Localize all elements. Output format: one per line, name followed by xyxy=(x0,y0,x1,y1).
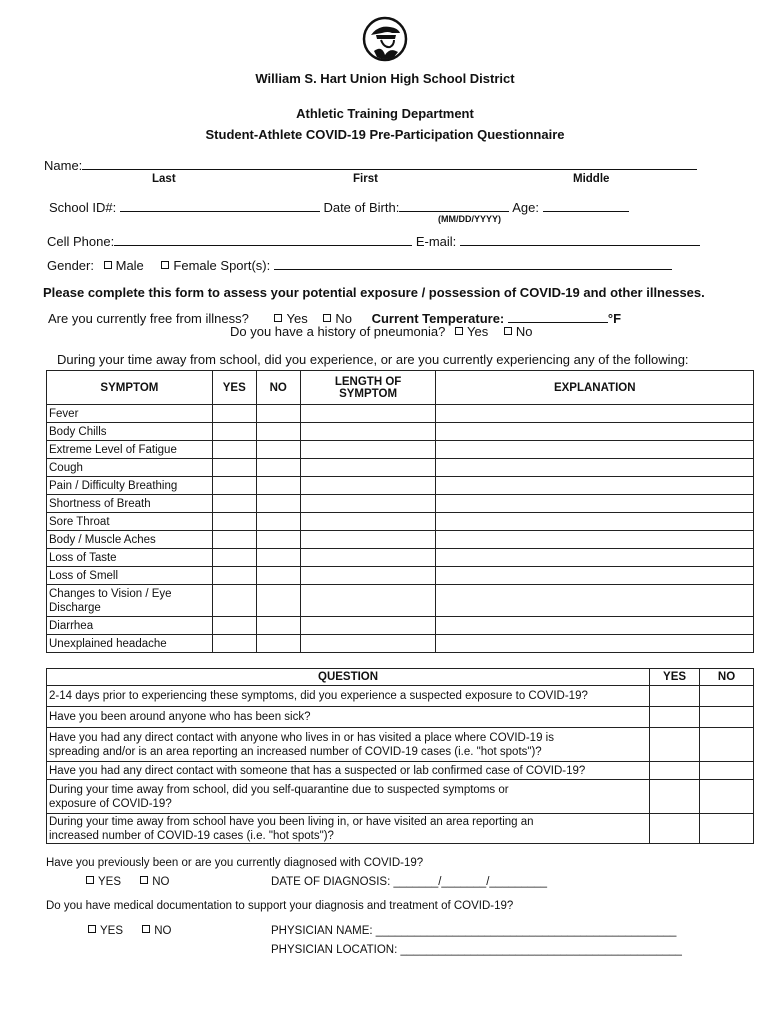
female-label: Female xyxy=(173,258,217,273)
diagnosis-question: Have you previously been or are you currently diagnosed with COVID-19? xyxy=(46,857,424,869)
school-id-row xyxy=(49,199,629,215)
table-row xyxy=(47,495,754,513)
table-row xyxy=(47,459,754,477)
question-header: QUESTION xyxy=(47,669,650,686)
length-header-line1: LENGTH OF xyxy=(334,375,402,388)
table-row xyxy=(47,531,754,549)
name-label: Name: xyxy=(44,158,83,173)
explanation-cell[interactable] xyxy=(436,531,754,549)
dob-label: Date of Birth: xyxy=(323,200,400,215)
question-hot-spot-contact xyxy=(47,728,650,762)
yes-header: YES xyxy=(212,371,256,405)
yes-cell[interactable] xyxy=(212,549,256,567)
district-title: William S. Hart Union High School District xyxy=(255,71,515,86)
explanation-cell[interactable] xyxy=(436,495,754,513)
documentation-yes-no xyxy=(82,925,171,937)
school-id-field[interactable] xyxy=(120,199,320,212)
male-label: Male xyxy=(115,258,144,273)
question-table xyxy=(46,668,754,844)
no-cell[interactable] xyxy=(256,405,300,423)
no-cell[interactable] xyxy=(700,762,754,780)
illness-question: Are you currently free from illness? xyxy=(48,311,249,326)
age-label: Age: xyxy=(512,200,539,215)
length-cell[interactable] xyxy=(300,567,436,585)
symptom-fever: Fever xyxy=(47,405,213,423)
name-field[interactable] xyxy=(82,157,697,170)
pneumonia-row xyxy=(230,324,532,339)
no-header: NO xyxy=(256,371,300,405)
name-row xyxy=(44,157,697,173)
no-cell[interactable] xyxy=(256,549,300,567)
symptom-vision-line2: Discharge xyxy=(49,601,101,614)
name-first-label: First xyxy=(353,173,378,185)
yes-cell[interactable] xyxy=(212,585,256,617)
age-field[interactable] xyxy=(543,199,629,212)
explanation-cell[interactable] xyxy=(436,477,754,495)
no-cell[interactable] xyxy=(256,495,300,513)
temperature-unit: °F xyxy=(607,311,622,326)
no-cell[interactable] xyxy=(700,707,754,728)
length-header xyxy=(300,371,436,405)
cell-label: Cell Phone: xyxy=(47,234,115,249)
no-cell[interactable] xyxy=(256,585,300,617)
symptom-loss-of-smell: Loss of Smell xyxy=(47,567,213,585)
email-field[interactable] xyxy=(460,233,700,246)
length-cell[interactable] xyxy=(300,531,436,549)
explanation-cell[interactable] xyxy=(436,441,754,459)
no-cell[interactable] xyxy=(256,441,300,459)
dob-field[interactable] xyxy=(399,199,509,212)
symptom-intro: During your time away from school, did you experience, or are you currently experiencing any of the following: xyxy=(57,352,689,367)
gender-row xyxy=(47,257,672,273)
length-cell[interactable] xyxy=(300,495,436,513)
length-cell[interactable] xyxy=(300,549,436,567)
length-cell[interactable] xyxy=(300,423,436,441)
name-middle-label: Middle xyxy=(573,173,610,185)
q-no-header: NO xyxy=(700,669,754,686)
documentation-yes-label: YES xyxy=(100,925,124,937)
explanation-header: EXPLANATION xyxy=(436,371,754,405)
yes-cell[interactable] xyxy=(212,405,256,423)
no-cell[interactable] xyxy=(700,780,754,814)
email-label: E-mail: xyxy=(415,234,457,249)
diagnosis-no-label: NO xyxy=(152,876,170,888)
yes-cell[interactable] xyxy=(212,423,256,441)
physician-name[interactable]: PHYSICIAN NAME: _______________________________________________ xyxy=(271,925,677,937)
yes-cell[interactable] xyxy=(650,728,700,762)
length-cell[interactable] xyxy=(300,405,436,423)
explanation-cell[interactable] xyxy=(436,459,754,477)
diagnosis-no-checkbox[interactable] xyxy=(140,876,148,884)
length-cell[interactable] xyxy=(300,585,436,617)
yes-cell[interactable] xyxy=(650,707,700,728)
no-cell[interactable] xyxy=(256,459,300,477)
no-cell[interactable] xyxy=(700,814,754,844)
illness-yes-label: Yes xyxy=(286,311,308,326)
table-row xyxy=(47,635,754,653)
pneumonia-no-label: No xyxy=(515,324,533,339)
yes-cell[interactable] xyxy=(212,635,256,653)
length-cell[interactable] xyxy=(300,617,436,635)
symptom-breathing: Pain / Difficulty Breathing xyxy=(47,477,213,495)
documentation-no-label: NO xyxy=(154,925,172,937)
yes-cell[interactable] xyxy=(212,477,256,495)
table-row xyxy=(47,585,754,617)
no-cell[interactable] xyxy=(256,617,300,635)
no-cell[interactable] xyxy=(700,686,754,707)
yes-cell[interactable] xyxy=(650,762,700,780)
table-row xyxy=(47,780,754,814)
diagnosis-yes-label: YES xyxy=(98,876,122,888)
illness-yes-checkbox[interactable] xyxy=(274,314,282,322)
table-row xyxy=(47,441,754,459)
explanation-cell[interactable] xyxy=(436,513,754,531)
question-confirmed-contact: Have you had any direct contact with someone that has a suspected or lab confirmed case of COVID-19? xyxy=(47,762,650,780)
table-row xyxy=(47,728,754,762)
question-self-quarantine-line1: During your time away from school, did you self-quarantine due to suspected symptoms or xyxy=(49,783,509,796)
symptom-headache: Unexplained headache xyxy=(47,635,213,653)
no-cell[interactable] xyxy=(256,477,300,495)
school-id-label: School ID#: xyxy=(49,200,117,215)
symptom-vision xyxy=(47,585,213,617)
explanation-cell[interactable] xyxy=(436,617,754,635)
explanation-cell[interactable] xyxy=(436,423,754,441)
diagnosis-yes-no xyxy=(80,876,169,888)
table-row xyxy=(47,707,754,728)
pneumonia-yes-label: Yes xyxy=(466,324,489,339)
dob-hint: (MM/DD/YYYY) xyxy=(438,214,501,224)
symptom-loss-of-taste: Loss of Taste xyxy=(47,549,213,567)
yes-cell[interactable] xyxy=(212,441,256,459)
table-row xyxy=(47,423,754,441)
no-cell[interactable] xyxy=(256,423,300,441)
yes-cell[interactable] xyxy=(212,513,256,531)
yes-cell[interactable] xyxy=(650,686,700,707)
diagnosis-date[interactable]: DATE OF DIAGNOSIS: _______/_______/_________ xyxy=(271,876,547,888)
symptom-diarrhea: Diarrhea xyxy=(47,617,213,635)
no-cell[interactable] xyxy=(256,513,300,531)
question-self-quarantine-line2: exposure of COVID-19? xyxy=(49,797,172,810)
table-row xyxy=(47,513,754,531)
gender-label: Gender: xyxy=(47,258,94,273)
pneumonia-no-checkbox[interactable] xyxy=(504,327,512,335)
question-living-hot-spot-line2: increased number of COVID-19 cases (i.e. "hot spots")? xyxy=(49,829,334,842)
question-hot-spot-contact-line2: spreading and/or is an area reporting an increased number of COVID-19 cases (i.e. "hot spots")? xyxy=(49,745,542,758)
symptom-sore-throat: Sore Throat xyxy=(47,513,213,531)
department-title: Athletic Training Department xyxy=(296,106,474,121)
documentation-no-checkbox[interactable] xyxy=(142,925,150,933)
explanation-cell[interactable] xyxy=(436,549,754,567)
cell-field[interactable] xyxy=(114,233,412,246)
yes-cell[interactable] xyxy=(212,531,256,549)
no-cell[interactable] xyxy=(700,728,754,762)
sports-label: Sport(s): xyxy=(220,258,271,273)
question-self-quarantine xyxy=(47,780,650,814)
yes-cell[interactable] xyxy=(650,780,700,814)
question-living-hot-spot-line1: During your time away from school have you been living in, or have visited an area reporting an xyxy=(49,815,534,828)
illness-no-checkbox[interactable] xyxy=(323,314,331,322)
yes-cell[interactable] xyxy=(212,459,256,477)
symptom-vision-line1: Changes to Vision / Eye xyxy=(49,587,172,600)
length-cell[interactable] xyxy=(300,635,436,653)
symptom-muscle-aches: Body / Muscle Aches xyxy=(47,531,213,549)
table-row xyxy=(47,549,754,567)
symptom-cough: Cough xyxy=(47,459,213,477)
female-checkbox[interactable] xyxy=(161,261,169,269)
yes-cell[interactable] xyxy=(650,814,700,844)
length-cell[interactable] xyxy=(300,441,436,459)
form-title: Student-Athlete COVID-19 Pre-Participation Questionnaire xyxy=(205,127,565,142)
length-cell[interactable] xyxy=(300,513,436,531)
contact-row xyxy=(47,233,700,249)
symptom-header: SYMPTOM xyxy=(47,371,213,405)
yes-cell[interactable] xyxy=(212,567,256,585)
question-around-sick: Have you been around anyone who has been sick? xyxy=(47,707,650,728)
name-last-label: Last xyxy=(152,173,176,185)
pneumonia-yes-checkbox[interactable] xyxy=(455,327,463,335)
instructions: Please complete this form to assess your potential exposure / possession of COVID-19 and other illnesses. xyxy=(43,285,705,300)
symptom-table xyxy=(46,370,754,653)
school-logo xyxy=(362,15,408,63)
table-row xyxy=(47,762,754,780)
male-checkbox[interactable] xyxy=(104,261,112,269)
explanation-cell[interactable] xyxy=(436,585,754,617)
question-hot-spot-contact-line1: Have you had any direct contact with anyone who lives in or has visited a place where COVID-19 is xyxy=(49,731,554,744)
temperature-field[interactable] xyxy=(508,310,608,323)
yes-cell[interactable] xyxy=(212,617,256,635)
physician-location[interactable]: PHYSICIAN LOCATION: ____________________________________________ xyxy=(271,944,682,956)
table-row xyxy=(47,814,754,844)
length-cell[interactable] xyxy=(300,459,436,477)
temperature-label: Current Temperature: xyxy=(371,311,505,326)
question-exposure: 2-14 days prior to experiencing these symptoms, did you experience a suspected exposure to COVID-19? xyxy=(47,686,650,707)
explanation-cell[interactable] xyxy=(436,635,754,653)
explanation-cell[interactable] xyxy=(436,405,754,423)
table-row xyxy=(47,405,754,423)
documentation-question: Do you have medical documentation to support your diagnosis and treatment of COVID-19? xyxy=(46,900,514,912)
table-row xyxy=(47,686,754,707)
table-row xyxy=(47,477,754,495)
documentation-yes-checkbox[interactable] xyxy=(88,925,96,933)
length-cell[interactable] xyxy=(300,477,436,495)
illness-no-label: No xyxy=(335,311,352,326)
table-row xyxy=(47,617,754,635)
q-yes-header: YES xyxy=(650,669,700,686)
diagnosis-yes-checkbox[interactable] xyxy=(86,876,94,884)
length-header-line2: SYMPTOM xyxy=(339,387,398,400)
no-cell[interactable] xyxy=(256,567,300,585)
question-living-hot-spot xyxy=(47,814,650,844)
pneumonia-question: Do you have a history of pneumonia? xyxy=(230,324,446,339)
symptom-fatigue: Extreme Level of Fatigue xyxy=(47,441,213,459)
no-cell[interactable] xyxy=(256,635,300,653)
yes-cell[interactable] xyxy=(212,495,256,513)
sports-field[interactable] xyxy=(274,257,672,270)
symptom-body-chills: Body Chills xyxy=(47,423,213,441)
explanation-cell[interactable] xyxy=(436,567,754,585)
symptom-shortness-of-breath: Shortness of Breath xyxy=(47,495,213,513)
no-cell[interactable] xyxy=(256,531,300,549)
table-row xyxy=(47,567,754,585)
